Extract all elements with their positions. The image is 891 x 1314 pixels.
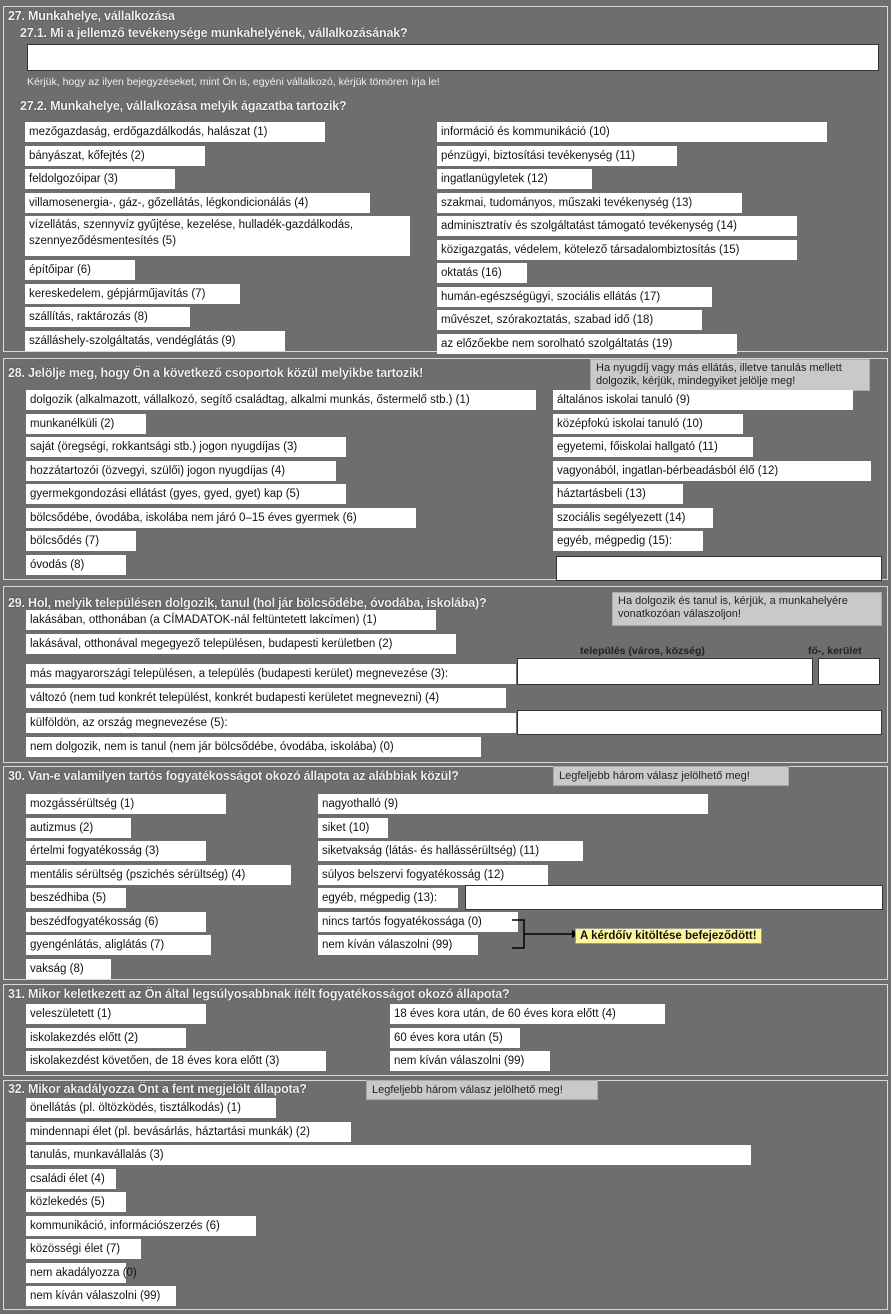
option-s30right-1[interactable]: nagyothalló (9) [318,794,708,814]
option-s28left-7[interactable]: bölcsődés (7) [26,531,136,551]
option-s30left-5[interactable]: beszédhiba (5) [26,888,126,908]
option-s27left-4[interactable]: villamosenergia-, gáz-, gőzellátás, légkondicionálás (4) [25,193,370,213]
option-s31left-1[interactable]: veleszületett (1) [26,1004,206,1024]
question-27-2: 27.2. Munkahelye, vállalkozása melyik ágazatba tartozik? [20,99,347,113]
option-s28left-3[interactable]: saját (öregségi, rokkantsági stb.) jogon nyugdíjas (3) [26,437,346,457]
option-s32list-7[interactable]: közösségi élet (7) [26,1239,141,1259]
option-s32list-1[interactable]: önellátás (pl. öltözködés, tisztálkodás) (1) [26,1098,276,1118]
option-s28right-3[interactable]: egyetemi, főiskolai hallgató (11) [553,437,753,457]
question-27-1: 27.1. Mi a jellemző tevékenysége munkahelyének, vállalkozásának? [20,26,408,40]
district-input[interactable] [818,658,880,685]
option-s27left-1[interactable]: mezőgazdaság, erdőgazdálkodás, halászat (1) [25,122,325,142]
option-s27right-5[interactable]: adminisztratív és szolgáltatást támogató tevékenység (14) [437,216,797,236]
option-s28left-6[interactable]: bölcsődébe, óvodába, iskolába nem járó 0–15 éves gyermek (6) [26,508,416,528]
other-disability-input[interactable] [465,885,883,910]
option-s27right-6[interactable]: közigazgatás, védelem, kötelező társadalombiztosítás (15) [437,240,797,260]
option-s30left-1[interactable]: mozgássérültség (1) [26,794,226,814]
option-s27left-2[interactable]: bányászat, kőfejtés (2) [25,146,205,166]
option-s31right-1[interactable]: 18 éves kora után, de 60 éves kora előtt (4) [390,1004,665,1024]
note-29: Ha dolgozik és tanul is, kérjük, a munkahelyére vonatkozóan válaszoljon! [612,592,882,626]
option-s27right-4[interactable]: szakmai, tudományos, műszaki tevékenység (13) [437,193,742,213]
option-s28right-4[interactable]: vagyonából, ingatlan-bérbeadásból élő (12) [553,461,871,481]
option-s30left-4[interactable]: mentális sérültség (pszichés sérültség) (4) [26,865,291,885]
note-30: Legfeljebb három válasz jelölhető meg! [553,766,789,786]
option-s27right-2[interactable]: pénzügyi, biztosítási tevékenység (11) [437,146,677,166]
hint-27: Kérjük, hogy az ilyen bejegyzéseket, mint Ön is, egyéni vállalkozó, kérjük tömören írja le! [27,76,440,88]
option-s31right-2[interactable]: 60 éves kora után (5) [390,1028,520,1048]
option-s27left-7[interactable]: kereskedelem, gépjárműjavítás (7) [25,284,240,304]
option-s27left-9[interactable]: szálláshely-szolgáltatás, vendéglátás (9) [25,331,285,351]
option-s27right-3[interactable]: ingatlanügyletek (12) [437,169,592,189]
option-s32list-2[interactable]: mindennapi élet (pl. bevásárlás, háztartási munkák) (2) [26,1122,351,1142]
option-s29list-5[interactable]: külföldön, az ország megnevezése (5): [26,713,516,733]
option-s30right-3[interactable]: siketvakság (látás- és hallássérültség) (11) [318,841,583,861]
option-s30left-3[interactable]: értelmi fogyatékosság (3) [26,841,206,861]
option-s30right-7[interactable]: nem kíván válaszolni (99) [318,935,478,955]
option-s27right-10[interactable]: az előzőekbe nem sorolható szolgáltatás (19) [437,334,737,354]
option-s28right-6[interactable]: szociális segélyezett (14) [553,508,713,528]
col-district: fő-, kerület [808,645,862,657]
option-s27left-5[interactable]: vízellátás, szennyvíz gyűjtése, kezelése, hulladék-gazdálkodás, szennyeződésmentesítés (5) [25,216,410,256]
section-27-title: 27. Munkahelye, vállalkozása [8,9,175,23]
option-s28left-5[interactable]: gyermekgondozási ellátást (gyes, gyed, gyet) kap (5) [26,484,346,504]
option-s27right-7[interactable]: oktatás (16) [437,263,527,283]
option-s28right-7[interactable]: egyéb, mégpedig (15): [553,531,703,551]
section-32-title: 32. Mikor akadályozza Önt a fent megjelölt állapota? [8,1082,307,1096]
other-status-input[interactable] [556,556,882,581]
option-s27left-6[interactable]: építőipar (6) [25,260,135,280]
option-s27left-8[interactable]: szállítás, raktározás (8) [25,307,190,327]
survey-end-note: A kérdőív kitöltése befejeződött! [575,928,762,944]
option-s29list-6[interactable]: nem dolgozik, nem is tanul (nem jár bölcsődébe, óvodába, iskolába) (0) [26,737,481,757]
option-s30right-4[interactable]: súlyos belszervi fogyatékosság (12) [318,865,548,885]
option-s27right-1[interactable]: információ és kommunikáció (10) [437,122,827,142]
section-28-title: 28. Jelölje meg, hogy Ön a következő csoportok közül melyikbe tartozik! [8,366,424,380]
option-s28right-1[interactable]: általános iskolai tanuló (9) [553,390,853,410]
option-s32list-8[interactable]: nem akadályozza (0) [26,1263,126,1283]
option-s31left-2[interactable]: iskolakezdés előtt (2) [26,1028,186,1048]
option-s29list-4[interactable]: változó (nem tud konkrét települést, konkrét budapesti kerületet megnevezni) (4) [26,688,506,708]
option-s29list-3[interactable]: más magyarországi településen, a település (budapesti kerület) megnevezése (3): [26,664,516,684]
option-s30right-2[interactable]: siket (10) [318,818,388,838]
option-s30left-6[interactable]: beszédfogyatékosság (6) [26,912,206,932]
option-s29list-2[interactable]: lakásával, otthonával megegyező településen, budapesti kerületben (2) [26,634,456,654]
option-s32list-5[interactable]: közlekedés (5) [26,1192,126,1212]
option-s32list-9[interactable]: nem kíván válaszolni (99) [26,1286,176,1306]
option-s27right-8[interactable]: humán-egészségügyi, szociális ellátás (17) [437,287,712,307]
option-s30left-2[interactable]: autizmus (2) [26,818,131,838]
option-s31left-3[interactable]: iskolakezdést követően, de 18 éves kora előtt (3) [26,1051,326,1071]
section-31-title: 31. Mikor keletkezett az Ön által legsúlyosabbnak ítélt fogyatékosságot okozó állapota? [8,987,510,1001]
option-s27right-9[interactable]: művészet, szórakoztatás, szabad idő (18) [437,310,702,330]
option-s27left-3[interactable]: feldolgozóipar (3) [25,169,175,189]
option-s28left-2[interactable]: munkanélküli (2) [26,414,146,434]
option-s32list-3[interactable]: tanulás, munkavállalás (3) [26,1145,751,1165]
option-s29list-1[interactable]: lakásában, otthonában (a CÍMADATOK-nál feltüntetett lakcímen) (1) [26,610,436,630]
option-s28right-5[interactable]: háztartásbeli (13) [553,484,683,504]
note-32: Legfeljebb három válasz jelölhető meg! [366,1080,598,1100]
option-s28left-8[interactable]: óvodás (8) [26,555,126,575]
option-s30right-5[interactable]: egyéb, mégpedig (13): [318,888,458,908]
option-s30left-8[interactable]: vakság (8) [26,959,111,979]
col-settlement: település (város, község) [580,645,705,657]
bracket-arrow-icon [510,918,580,954]
option-s28left-1[interactable]: dolgozik (alkalmazott, vállalkozó, segítő családtag, alkalmi munkás, őstermelő stb.) (1) [26,390,536,410]
settlement-input[interactable] [517,658,813,685]
note-28: Ha nyugdíj vagy más ellátás, illetve tanulás mellett dolgozik, kérjük, mindegyiket jelölje meg! [590,359,870,391]
option-s32list-4[interactable]: családi élet (4) [26,1169,116,1189]
option-s28right-2[interactable]: középfokú iskolai tanuló (10) [553,414,743,434]
option-s31right-3[interactable]: nem kíván válaszolni (99) [390,1051,550,1071]
option-s30right-6[interactable]: nincs tartós fogyatékossága (0) [318,912,518,932]
option-s28left-4[interactable]: hozzátartozói (özvegyi, szülői) jogon nyugdíjas (4) [26,461,336,481]
section-30-title: 30. Van-e valamilyen tartós fogyatékosságot okozó állapota az alábbiak közül? [8,769,459,783]
option-s30left-7[interactable]: gyengénlátás, aliglátás (7) [26,935,211,955]
option-s32list-6[interactable]: kommunikáció, információszerzés (6) [26,1216,256,1236]
section-29-title: 29. Hol, melyik településen dolgozik, tanul (hol jár bölcsődébe, óvodába, iskolába)? [8,596,487,610]
country-input[interactable] [517,710,882,735]
activity-input[interactable] [27,44,879,71]
